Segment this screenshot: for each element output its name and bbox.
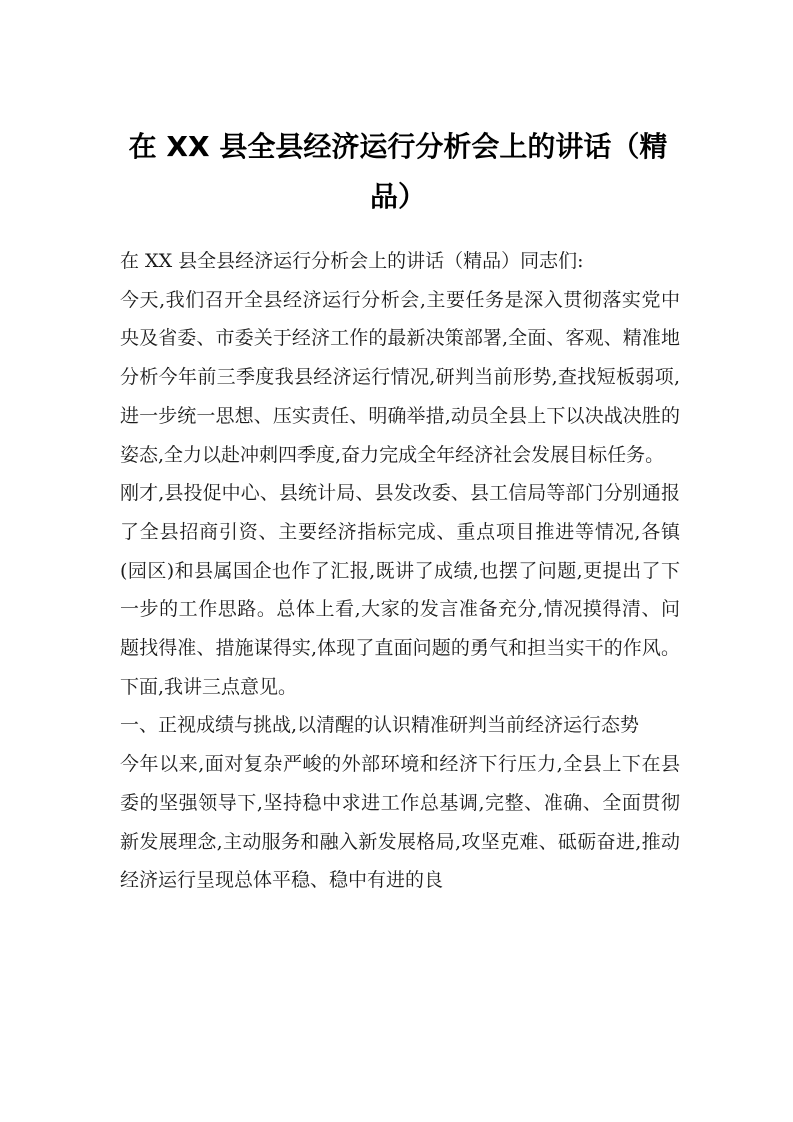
- section-heading-one: 一、正视成绩与挑战,以清醒的认识精准研判当前经济运行态势: [120, 714, 640, 737]
- document-title: 在 XX 县全县经济运行分析会上的讲话（精品）: [128, 130, 668, 213]
- paragraph-review: 刚才,县投促中心、县统计局、县发改委、县工信局等部门分别通报了全县招商引资、主要经济指标完成、重点项目推进等情况,各镇(园区)和县属国企也作了汇报,既讲了成绩,也摆了问题,更提出了下一步的工作思路。总体上看,大家的发言准备充分,情况摸得清、问题找得准、措施谋得实,体现了直面问题的勇气和担当实干的作风。下面,我讲三点意见。: [120, 482, 680, 698]
- document-body: [120, 242, 680, 900]
- paragraph-opening: 今天,我们召开全县经济运行分析会,主要任务是深入贯彻落实党中央及省委、市委关于经济工作的最新决策部署,全面、客观、精准地分析今年前三季度我县经济运行情况,研判当前形势,查找短板弱项,进一步统一思想、压实责任、明确举措,动员全县上下以决战决胜的姿态,全力以赴冲刺四季度,奋力完成全年经济社会发展目标任务。: [120, 288, 680, 466]
- paragraph-situation: 今年以来,面对复杂严峻的外部环境和经济下行压力,全县上下在县委的坚强领导下,坚持稳中求进工作总基调,完整、准确、全面贯彻新发展理念,主动服务和融入新发展格局,攻坚克难、砥砺奋进,推动经济运行呈现总体平稳、稳中有进的良: [120, 753, 680, 892]
- paragraph-greeting: 在 XX 县全县经济运行分析会上的讲话（精品）同志们:: [120, 250, 584, 272]
